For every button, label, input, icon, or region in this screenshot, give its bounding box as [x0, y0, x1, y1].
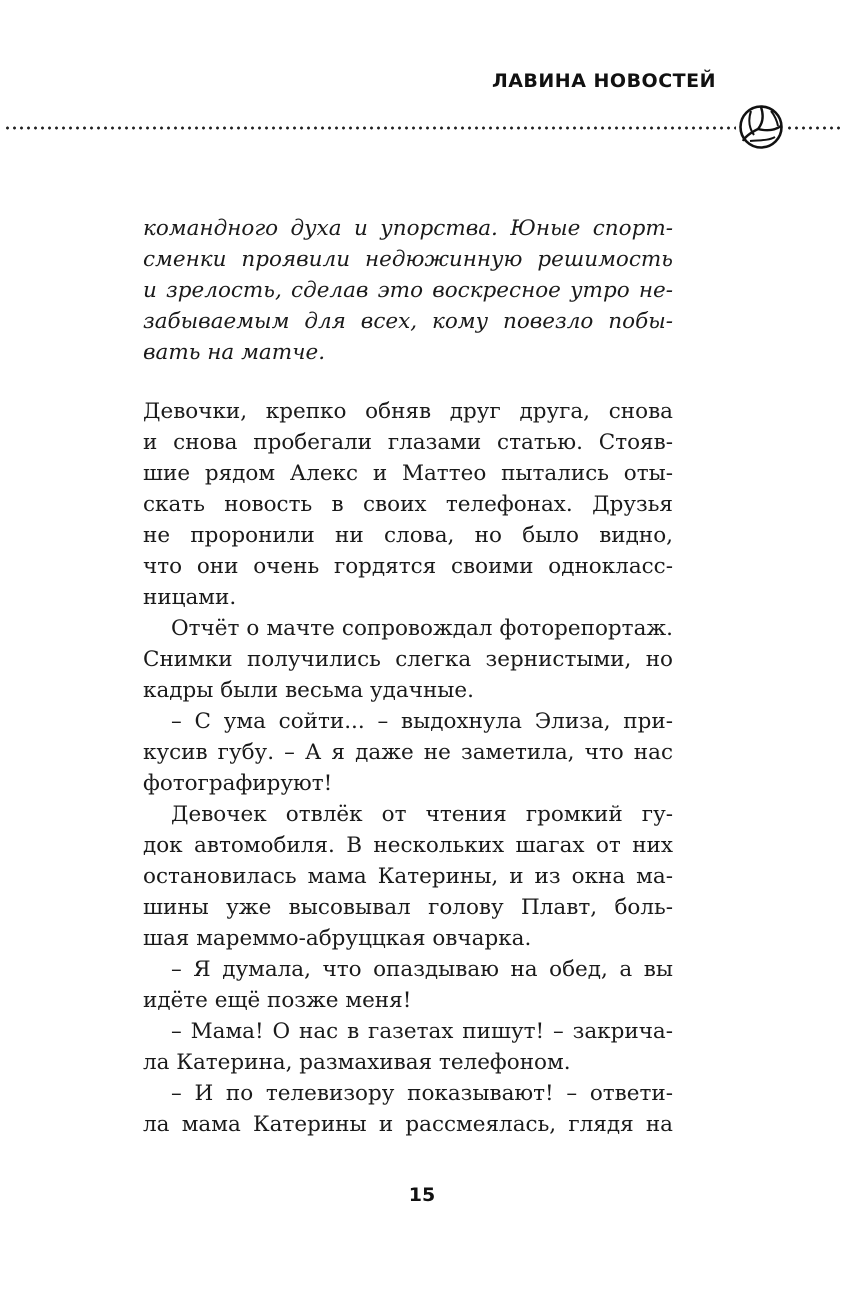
- text-line: не проронили ни слова, но было видно,: [143, 523, 673, 548]
- text-line: – Я думала, что опаздываю на обед, а вы: [171, 957, 673, 982]
- text-line: забываемым для всех, кому повезло побы-: [143, 309, 673, 334]
- text-line: фотографируют!: [143, 771, 333, 796]
- text-line: сменки проявили недюжинную решимость: [143, 247, 673, 272]
- text-line: вать на матче.: [143, 340, 326, 365]
- text-line: ницами.: [143, 585, 237, 610]
- text-line: кадры были весьма удачные.: [143, 678, 474, 703]
- text-line: шая мареммо-абруццкая овчарка.: [143, 926, 532, 951]
- text-line: что они очень гордятся своими однокласс-: [143, 554, 673, 579]
- body-text: [143, 396, 673, 1140]
- text-line: – С ума сойти... – выдохнула Элиза, при-: [171, 709, 673, 734]
- text-line: шины уже высовывал голову Плавт, боль-: [143, 895, 673, 920]
- text-line: командного духа и упорства. Юные спорт-: [143, 216, 673, 241]
- text-line: ла мама Катерины и рассмеялась, глядя на: [143, 1112, 673, 1137]
- volleyball-icon: [738, 104, 784, 150]
- text-line: Отчёт о мачте сопровождал фоторепортаж.: [171, 616, 673, 641]
- dotted-rule-left: [4, 126, 736, 130]
- dotted-rule-right: [786, 126, 844, 130]
- text-line: и снова пробегали глазами статью. Стояв-: [143, 430, 673, 455]
- text-line: остановилась мама Катерины, и из окна ма-: [143, 864, 673, 889]
- text-line: шие рядом Алекс и Маттео пытались оты-: [143, 461, 673, 486]
- text-line: скать новость в своих телефонах. Друзья: [143, 492, 673, 517]
- text-line: – Мама! О нас в газетах пишут! – закрича-: [171, 1019, 673, 1044]
- text-line: идёте ещё позже меня!: [143, 988, 412, 1013]
- text-line: кусив губу. – А я даже не заметила, что нас: [143, 740, 673, 765]
- text-line: док автомобиля. В нескольких шагах от них: [143, 833, 673, 858]
- page-number: 15: [408, 1184, 436, 1206]
- running-header-title: ЛАВИНА НОВОСТЕЙ: [491, 70, 716, 92]
- text-line: Девочки, крепко обняв друг друга, снова: [143, 399, 673, 424]
- italic-article-quote: [143, 213, 673, 368]
- text-line: ла Катерина, размахивая телефоном.: [143, 1050, 571, 1075]
- text-line: – И по телевизору показывают! – ответи-: [171, 1081, 673, 1106]
- text-line: и зрелость, сделав это воскресное утро не-: [143, 278, 673, 303]
- text-line: Девочек отвлёк от чтения громкий гу-: [171, 802, 673, 827]
- text-line: Снимки получились слегка зернистыми, но: [143, 647, 673, 672]
